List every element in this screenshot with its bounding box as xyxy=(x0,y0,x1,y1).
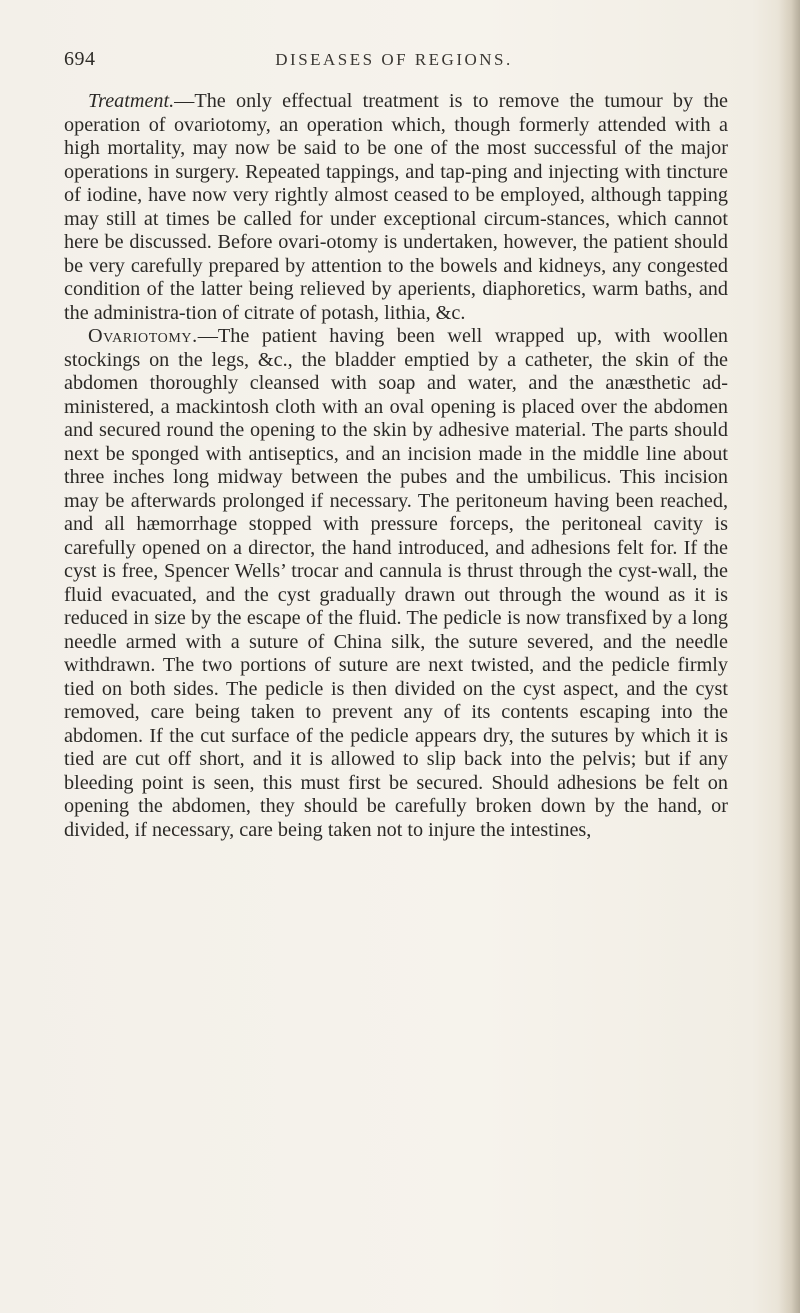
treatment-paragraph xyxy=(64,90,728,325)
ovariotomy-heading: Ovariotomy. xyxy=(88,325,198,347)
ovariotomy-paragraph xyxy=(64,325,728,842)
treatment-text: —The only effectual treatment is to remove the tumour by the operation of ovariotomy, an operation which, though formerly attended with a high mortality, may now be said to be one of the most successful of the major operations in surgery. Repeated tappings, and tap-ping and injecting with tincture of iodine, have now very rightly almost ceased to be employed, although tapping may still at times be called for under exceptional circum-stances, which cannot here be discussed. Before ovari-otomy is undertaken, however, the patient should be very carefully prepared by attention to the bowels and kidneys, any congested condition of the latter being relieved by aperients, diaphoretics, warm baths, and the administra-tion of citrate of potash, lithia, &c. xyxy=(64,90,728,324)
running-title: DISEASES OF REGIONS. xyxy=(275,50,513,69)
treatment-heading: Treatment. xyxy=(88,90,175,112)
page-number: 694 xyxy=(64,48,96,70)
running-head xyxy=(64,48,724,78)
ovariotomy-text: —The patient having been well wrapped up, with woollen stockings on the legs, &c., the bladder emptied by a catheter, the skin of the abdomen thoroughly cleansed with soap and water, and the anæsthetic ad-ministered, a mackintosh cloth with an oval opening is placed over the abdomen and secured round the opening to the skin by adhesive material. The parts should next be sponged with antiseptics, and an incision made in the middle line about three inches long midway between the pubes and the umbilicus. This incision may be afterwards prolonged if necessary. The peritoneum having been reached, and all hæmorrhage stopped with pressure forceps, the peritoneal cavity is carefully opened on a director, the hand introduced, and adhesions felt for. If the cyst is free, Spencer Wells’ trocar and cannula is thrust through the cyst-wall, the fluid evacuated, and the cyst gradually drawn out through the wound as it is reduced in size by the escape of the fluid. The pedicle is now transfixed by a long needle armed with a suture of China silk, the suture severed, and the needle withdrawn. The two portions of suture are next twisted, and the pedicle firmly tied on both sides. The pedicle is then divided on the cyst aspect, and the cyst removed, care being taken to prevent any of its contents escaping into the abdomen. If the cut surface of the pedicle appears dry, the sutures by which it is tied are cut off short, and it is allowed to slip back into the pelvis; but if any bleeding point is seen, this must first be secured. Should adhesions be felt on opening the abdomen, they should be carefully broken down by the hand, or divided, if necessary, care being taken not to injure the intestines, xyxy=(64,325,728,841)
page-edge-shadow xyxy=(778,0,800,1313)
body-text xyxy=(64,90,728,842)
